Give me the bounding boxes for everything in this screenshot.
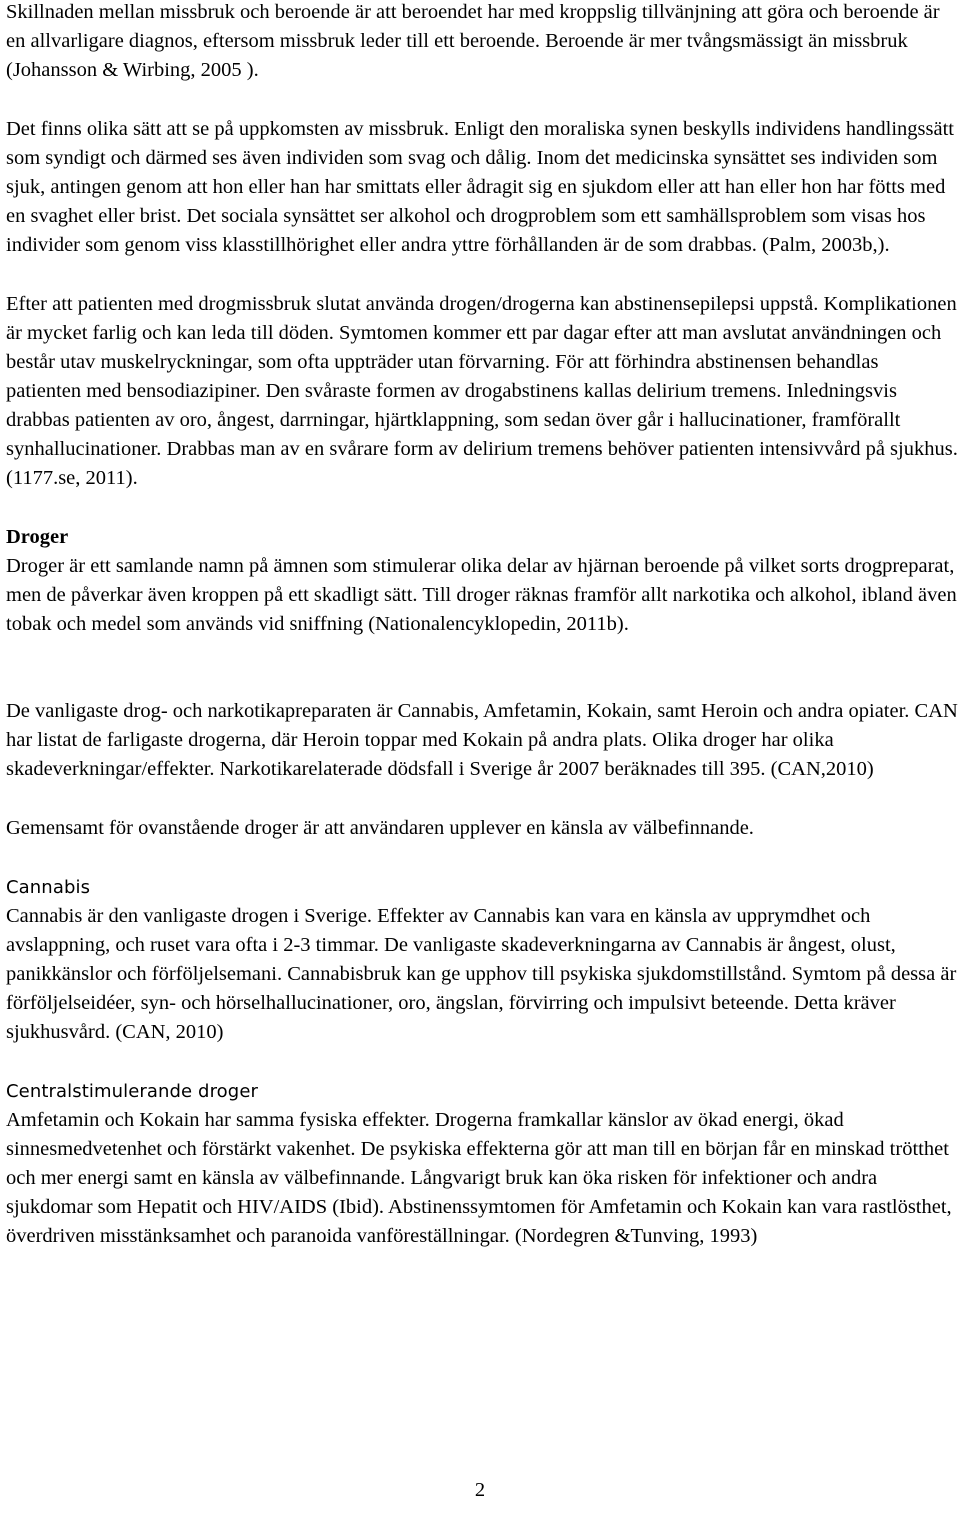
paragraph-cannabis: Cannabis är den vanligaste drogen i Sverige. Effekter av Cannabis kan vara en känsla av upprymdhet och avslappning, och ruset vara ofta i 2-3 timmar. De vanligaste skadeverkningarna av Cannabis är ångest, olust, panikkänslor och förföljelsemani. Cannabisbruk kan ge upphov till psykiska sjukdomstillstånd. Symtom på dessa är förföljelseidéer, syn- och hörselhallucinationer, oro, ängslan, förvirring och impulsivt beteende. Detta kräver sjukhusvård. (CAN, 2010) [6, 905, 957, 1043]
paragraph-vanligaste-droger: De vanligaste drog- och narkotikapreparaten är Cannabis, Amfetamin, Kokain, samt Heroin och andra opiater. CAN har listat de farligaste drogerna, där Heroin toppar med Kokain på andra plats. Olika droger har olika skadeverkningar/effekter. Narkotikarelaterade dödsfall i Sverige år 2007 beräknades till 395. (CAN,2010) [6, 700, 958, 780]
subheading-cannabis: Cannabis [6, 877, 91, 898]
paragraph-centralstimulerande: Amfetamin och Kokain har samma fysiska effekter. Drogerna framkallar känslor av ökad energi, ökad sinnesmedvetenhet och förstärkt vakenhet. De psykiska effekterna gör att man till en början får en minskad trötthet och mer energi samt en känsla av välbefinnande. Långvarigt bruk kan öka risken för infektioner och andra sjukdomar som Hepatit och HIV/AIDS (Ibid). Abstinenssymtomen för Amfetamin och Kokain kan vara rastlösthet, överdriven misstänksamhet och paranoida vanföreställningar. (Nordegren &Tunving, 1993) [6, 1109, 952, 1247]
section-heading-droger: Droger [6, 526, 69, 548]
page-number: 2 [474, 1479, 486, 1501]
subheading-centralstimulerande: Centralstimulerande droger [6, 1081, 258, 1102]
paragraph-missbruk-beroende: Skillnaden mellan missbruk och beroende är att beroendet har med kroppslig tillvänjning att göra och beroende är en allvarligare diagnos, eftersom missbruk leder till ett beroende. Beroende är mer tvångsmässigt än missbruk (Johansson & Wirbing, 2005 ). [6, 1, 940, 81]
paragraph-droger-definition: Droger är ett samlande namn på ämnen som stimulerar olika delar av hjärnan beroende på vilket sorts drogpreparat, men de påverkar även kroppen på ett skadligt sätt. Till droger räknas framför allt narkotika och alkohol, ibland även tobak och medel som används vid sniffning (Nationalencyklopedin, 2011b). [6, 555, 957, 635]
paragraph-gemensamt: Gemensamt för ovanstående droger är att användaren upplever en känsla av välbefinnande. [6, 817, 754, 839]
paragraph-abstinens: Efter att patienten med drogmissbruk slutat använda drogen/drogerna kan abstinensepilepsi uppstå. Komplikationen är mycket farlig och kan leda till döden. Symtomen kommer ett par dagar efter att man avslutat användningen och består utav muskelryckningar, som ofta uppträder utan förvarning. För att förhindra abstinensen behandlas patienten med bensodiazipiner. Den svåraste formen av drogabstinens kallas delirium tremens. Inledningsvis drabbas patienten av oro, ångest, darrningar, hjärtklappning, som sedan över går i hallucinationer, framförallt synhallucinationer. Drabbas man av en svårare form av delirium tremens behöver patienten intensivvård på sjukhus. (1177.se, 2011). [6, 293, 958, 489]
page-content [6, 0, 958, 1251]
paragraph-synsatt: Det finns olika sätt att se på uppkomsten av missbruk. Enligt den moraliska synen beskylls individens handlingssätt som syndigt och därmed ses även individen som svag och dålig. Inom det medicinska synsättet ses individen som sjuk, antingen genom att hon eller han har smittats eller ådragit sig en sjukdom eller att han eller hon har fötts med en svaghet eller brist. Det sociala synsättet ser alkohol och drogproblem som ett samhällsproblem som visas hos individer som genom viss klasstillhörighet eller andra yttre förhållanden är de som drabbas. (Palm, 2003b,). [6, 118, 955, 256]
